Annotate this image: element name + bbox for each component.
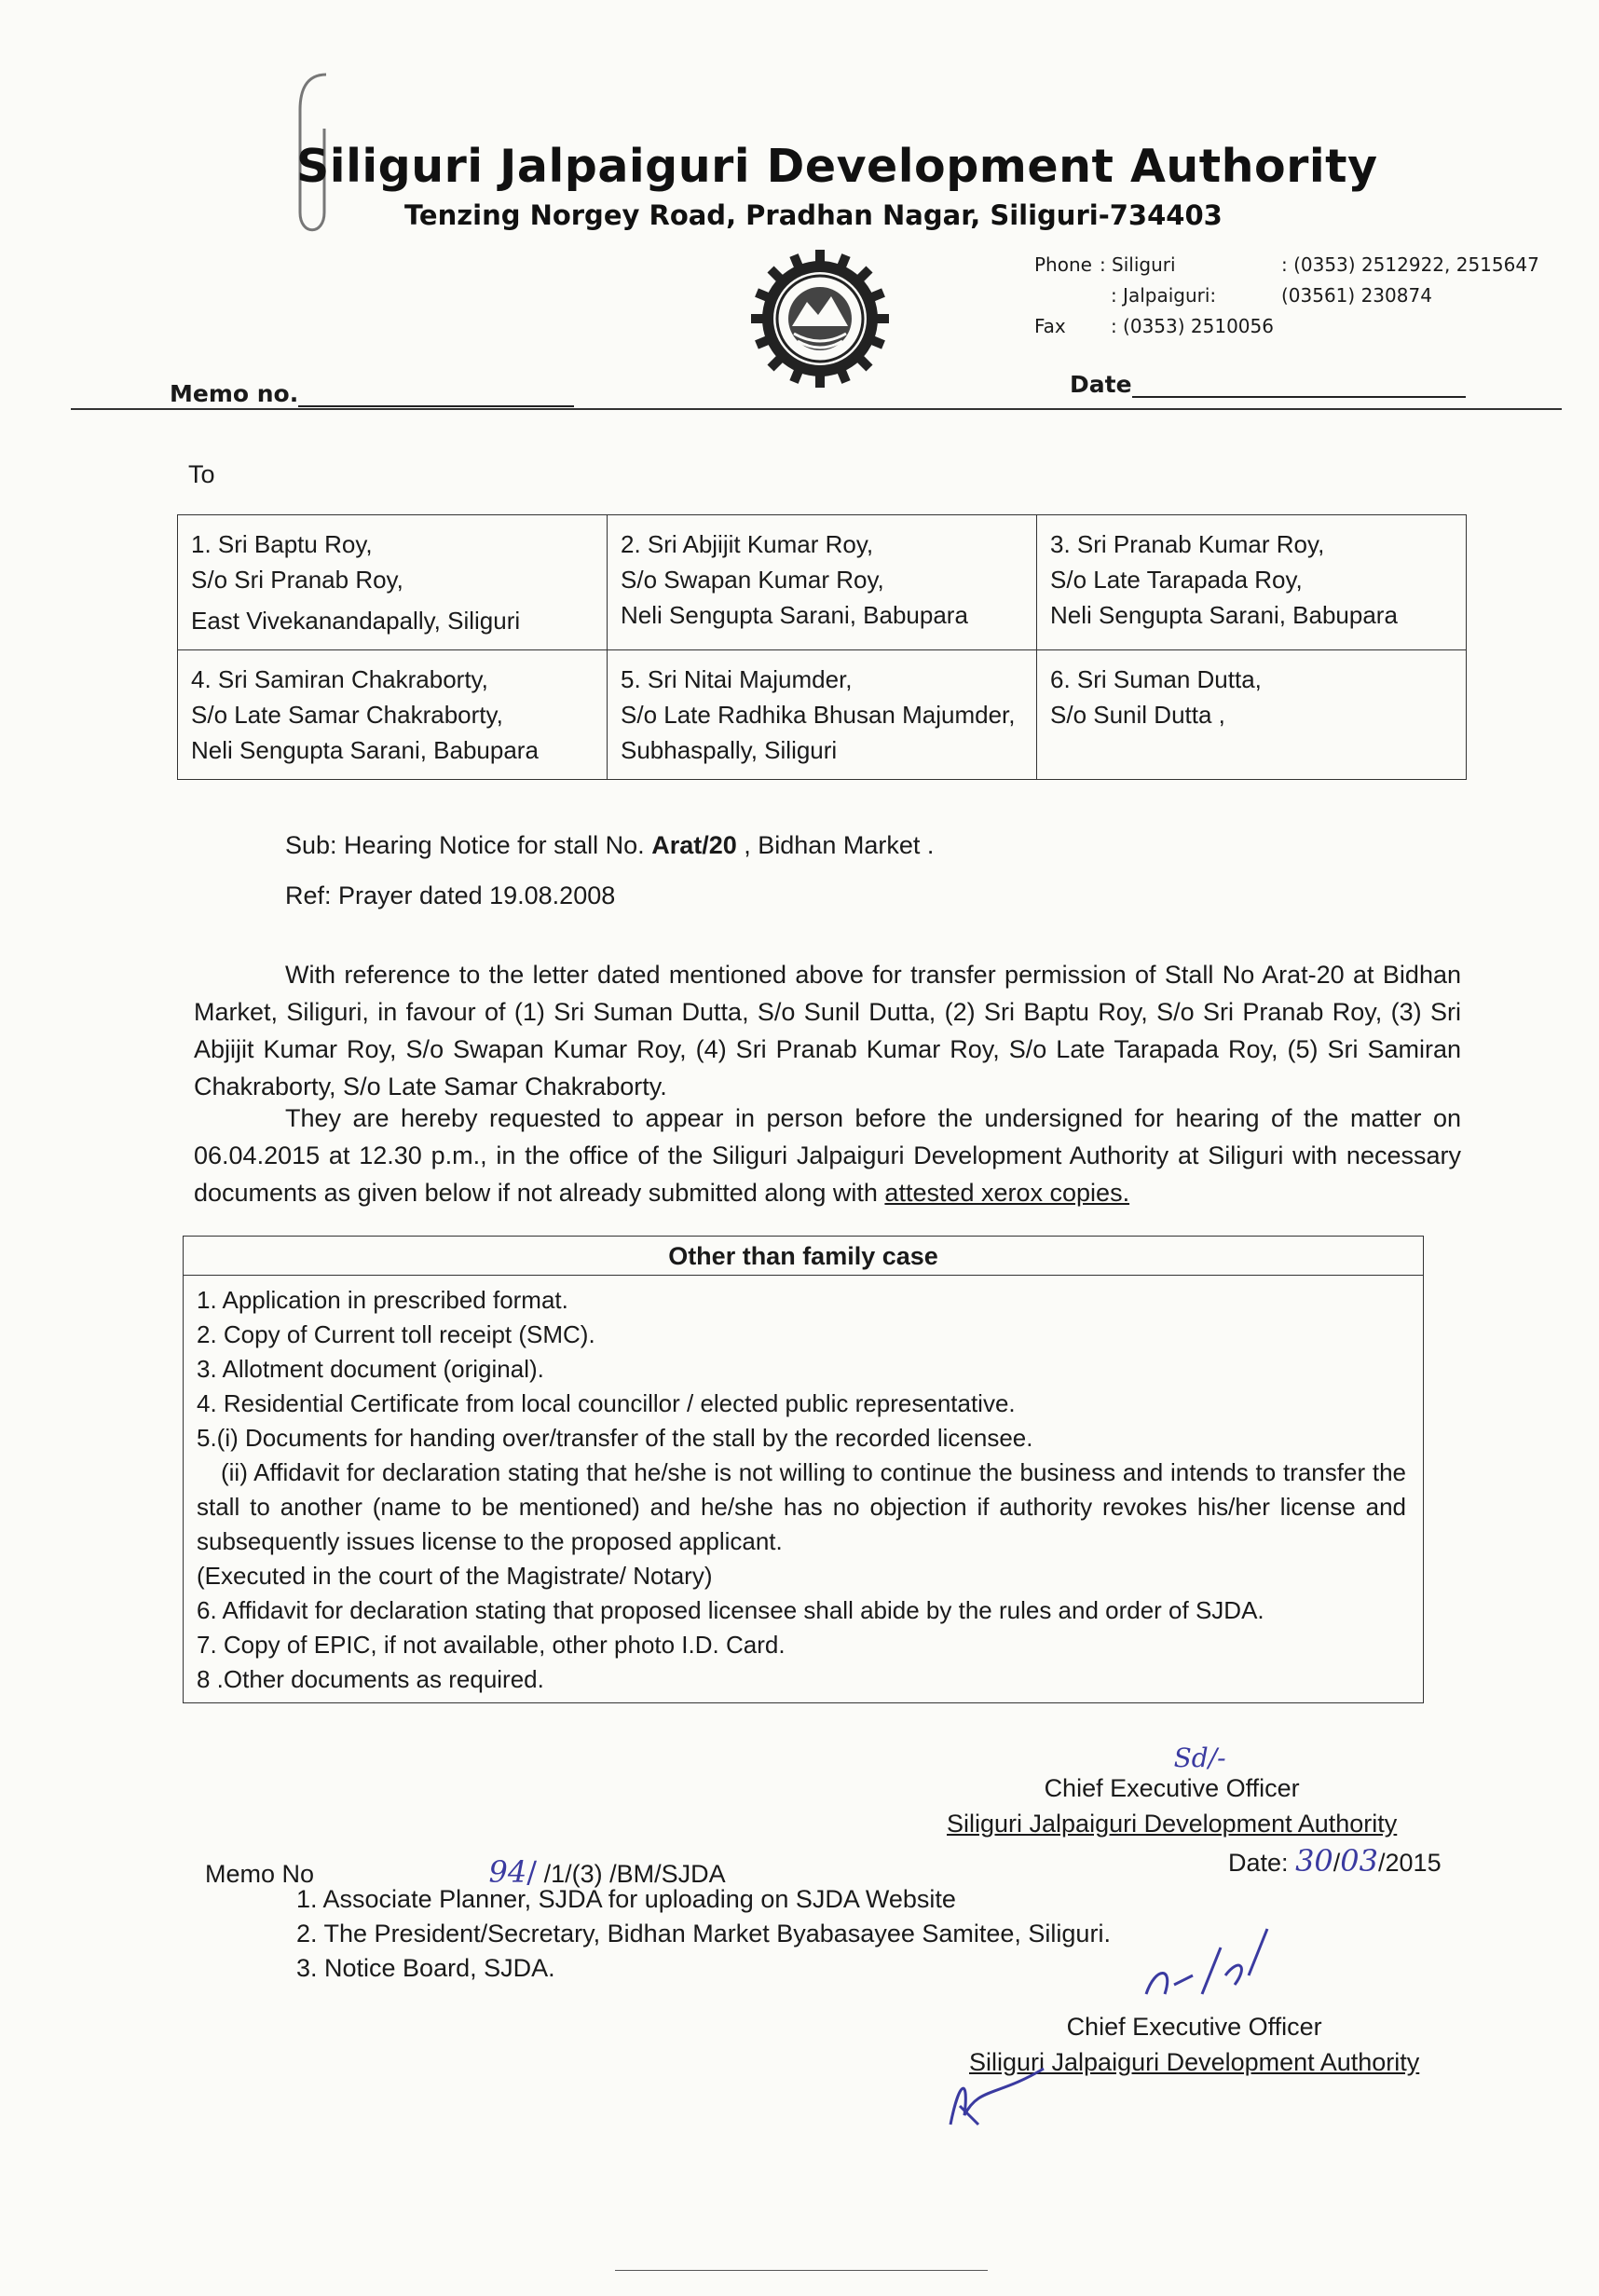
paragraph-text: They are hereby requested to appear in person before the undersigned for hearing of the matter on 06.04.2015 at 12.30 p.m., in the office of the Siliguri Jalpaiguri Development Authority at Siliguri with necessary documents as given below if not already submitted along with (194, 1104, 1461, 1207)
body-paragraph-1 (194, 956, 1461, 1105)
signatory-organization: Siliguri Jalpaiguri Development Authority (947, 1810, 1398, 1838)
to-label: To (188, 460, 215, 488)
date-month-handwritten: 03 (1340, 1843, 1379, 1879)
list-item: 1. Application in prescribed format. (197, 1286, 568, 1314)
list-item: 2. Copy of Current toll receipt (SMC). (197, 1320, 595, 1348)
footer-line (615, 2270, 988, 2271)
signed-mark: Sd/- (1173, 1742, 1226, 1773)
addressee-name: 1. Sri Baptu Roy, (191, 530, 373, 558)
memo-blank-line (298, 383, 574, 407)
date-label: Date: (1228, 1849, 1289, 1877)
signatory-organization: Siliguri Jalpaiguri Development Authority (969, 2048, 1420, 2076)
reference-line: Ref: Prayer dated 19.08.2008 (285, 882, 616, 909)
list-item: 6. Affidavit for declaration stating that proposed licensee shall abide by the rules and order of SJDA. (197, 1596, 1264, 1624)
addressee-name: 2. Sri Abjijit Kumar Roy, (621, 530, 874, 558)
header-divider (71, 408, 1562, 410)
list-item: 5.(i) Documents for handing over/transfer of the stall by the recorded licensee. (197, 1424, 1033, 1452)
addressee-cell (178, 515, 608, 650)
contact-number: : (0353) 2512922, 2515647 (1280, 253, 1539, 276)
contact-number (1281, 311, 1547, 342)
attested-copies-text: attested xerox copies. (884, 1179, 1130, 1207)
addressee-relation: S/o Swapan Kumar Roy, (621, 566, 884, 594)
memo-number-field (170, 380, 574, 407)
subject-prefix: Sub: Hearing Notice for stall No. (285, 831, 645, 859)
handwritten-initials-icon (1137, 1910, 1286, 2013)
addressee-name: 4. Sri Samiran Chakraborty, (191, 665, 488, 693)
date-label: Date (1070, 371, 1132, 398)
contact-place: : Jalpaiguri: (1110, 284, 1217, 307)
required-documents-box (183, 1236, 1424, 1703)
contact-number: (03561) 230874 (1280, 284, 1432, 307)
addressee-locality: Neli Sengupta Sarani, Babupara (1050, 601, 1398, 629)
paragraph-text: With reference to the letter dated mentioned above for transfer permission of Stall No Arat-20 at Bidhan Market, Siliguri, in favour of (1) Sri Suman Dutta, S/o Sunil Dutta, (2) Sri Baptu Roy, S/o Sri Pranab Roy, (3) Sri Abjijit Kumar Roy, S/o Swapan Kumar Roy, (4) Sri Pranab Kumar Roy, S/o Late Tarapada Roy, (5) Sri Samiran Chakraborty, S/o Late Samar Chakraborty. (194, 961, 1461, 1100)
list-item: (Executed in the court of the Magistrate/ Notary) (197, 1562, 713, 1590)
contact-row (1034, 311, 1547, 342)
addressee-cell (608, 650, 1037, 780)
addressee-locality: Subhaspally, Siliguri (621, 736, 838, 764)
list-item: 3. Allotment document (original). (197, 1355, 544, 1383)
list-item: 1. Associate Planner, SJDA for uploading on SJDA Website (296, 1885, 956, 1913)
contact-label: Phone (1034, 253, 1092, 276)
documents-list (184, 1276, 1423, 1702)
date-field (1070, 371, 1466, 398)
body-paragraph-2 (194, 1100, 1461, 1211)
organization-address: Tenzing Norgey Road, Pradhan Nagar, Siliguri-734403 (404, 199, 1223, 231)
documents-heading: Other than family case (184, 1237, 1423, 1276)
subject-line (285, 831, 934, 860)
addressee-relation: S/o Sri Pranab Roy, (191, 566, 403, 594)
signatory-title: Chief Executive Officer (1066, 2013, 1322, 2041)
date-year: /2015 (1378, 1849, 1442, 1877)
contact-label: Fax (1034, 315, 1066, 337)
subject-suffix: , Bidhan Market . (744, 831, 935, 859)
addressee-relation: S/o Late Tarapada Roy, (1050, 566, 1303, 594)
addressee-table (177, 514, 1467, 780)
list-item: (ii) Affidavit for declaration stating that he/she is not willing to continue the business and intends to transfer the stall to another (name to be mentioned) and he/she has no objection if authority revokes his/her license and subsequently issues license to the proposed applicant. (197, 1458, 1406, 1555)
list-item: 4. Residential Certificate from local councillor / elected public representative. (197, 1389, 1016, 1417)
handwritten-signature-icon (941, 2059, 1053, 2134)
contact-place: : (0353) 2510056 (1110, 315, 1274, 337)
date-blank-line (1132, 374, 1466, 398)
table-row (178, 515, 1467, 650)
addressee-cell (1037, 650, 1467, 780)
memo-label: Memo No (205, 1860, 315, 1888)
addressee-cell (1037, 515, 1467, 650)
contact-block (1034, 250, 1547, 342)
signature-block-1 (947, 1742, 1398, 1841)
addressee-locality: Neli Sengupta Sarani, Babupara (621, 601, 968, 629)
contact-row (1034, 250, 1547, 280)
date-day-handwritten: 30 (1295, 1843, 1333, 1879)
addressee-relation: S/o Sunil Dutta , (1050, 701, 1225, 729)
list-item: 3. Notice Board, SJDA. (296, 1954, 555, 1982)
addressee-relation: S/o Late Samar Chakraborty, (191, 701, 503, 729)
addressee-name: 6. Sri Suman Dutta, (1050, 665, 1262, 693)
memo-label: Memo no. (170, 380, 299, 407)
copy-to-list (296, 1882, 1111, 1986)
addressee-locality: Neli Sengupta Sarani, Babupara (191, 736, 539, 764)
table-row (178, 650, 1467, 780)
contact-place: : Siliguri (1099, 253, 1176, 276)
stall-number: Arat/20 (651, 831, 737, 859)
list-item: 2. The President/Secretary, Bidhan Market Byabasayee Samitee, Siliguri. (296, 1920, 1111, 1948)
list-item: 8 .Other documents as required. (197, 1665, 544, 1693)
memo-date-line: Date: 30/03/2015 (1228, 1843, 1442, 1879)
addressee-name: 5. Sri Nitai Majumder, (621, 665, 853, 693)
list-item: 7. Copy of EPIC, if not available, other photo I.D. Card. (197, 1631, 786, 1659)
addressee-locality: East Vivekanandapally, Siliguri (191, 607, 521, 635)
sjda-emblem-icon (745, 244, 895, 393)
memo-slash: / (526, 1854, 538, 1890)
addressee-name: 3. Sri Pranab Kumar Roy, (1050, 530, 1325, 558)
addressee-cell (608, 515, 1037, 650)
signatory-title: Chief Executive Officer (1044, 1774, 1300, 1802)
addressee-cell (178, 650, 608, 780)
memo-number-handwritten: 94 (488, 1854, 527, 1890)
organization-title: Siliguri Jalpaiguri Development Authority (296, 140, 1378, 193)
contact-row (1034, 280, 1547, 311)
addressee-relation: S/o Late Radhika Bhusan Majumder, (621, 701, 1016, 729)
contact-label (1034, 280, 1100, 311)
memo-suffix: /1/(3) /BM/SJDA (543, 1860, 726, 1888)
